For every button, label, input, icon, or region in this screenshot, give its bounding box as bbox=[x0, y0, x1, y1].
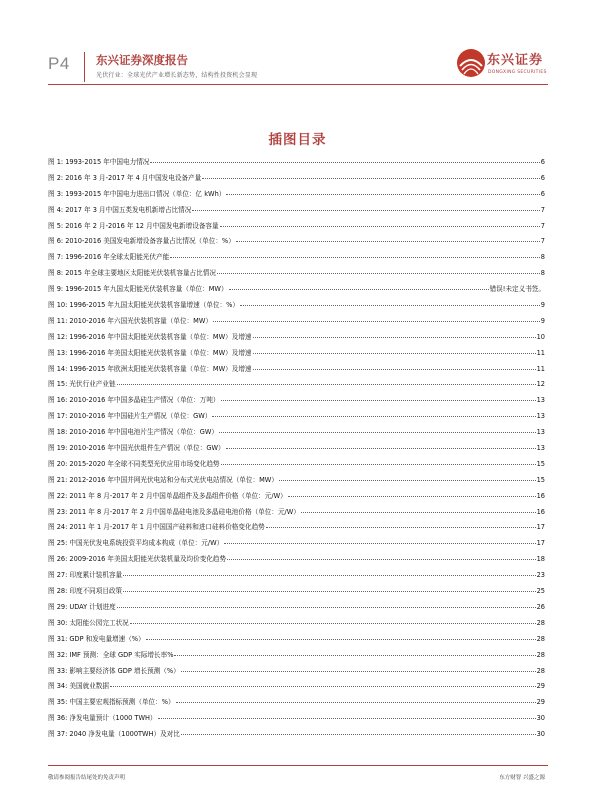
toc-item-page: 7 bbox=[540, 221, 545, 230]
toc-item-page: 15 bbox=[536, 475, 545, 484]
toc-item-leader bbox=[146, 639, 536, 640]
toc-item-leader bbox=[266, 527, 536, 528]
toc-item-leader bbox=[221, 464, 536, 465]
toc-item-leader bbox=[217, 273, 540, 274]
toc-item-leader bbox=[236, 241, 540, 242]
toc-item[interactable] bbox=[48, 490, 545, 506]
toc-item-page: 25 bbox=[536, 587, 545, 596]
toc-item-page: 16 bbox=[536, 507, 545, 516]
toc-item-leader bbox=[213, 321, 540, 322]
toc-item-page: 9 bbox=[540, 316, 545, 325]
toc-item-page: 26 bbox=[536, 602, 545, 611]
toc-item-label: 图 10: 1996-2015 年九国太阳能光伏装机容量增速（单位：%） bbox=[48, 301, 239, 310]
toc-item[interactable] bbox=[48, 728, 545, 744]
toc-item-label: 图 11: 2010-2016 年六国光伏装机容量（单位：MW） bbox=[48, 316, 212, 325]
toc-item-page: 18 bbox=[536, 555, 545, 564]
toc-item-page: 15 bbox=[536, 459, 545, 468]
toc-item-label: 图 16: 2010-2016 年中国多晶硅生产情况（单位：万吨） bbox=[48, 396, 220, 405]
toc-item-leader bbox=[176, 702, 536, 703]
toc-item-leader bbox=[279, 480, 536, 481]
toc-item-leader bbox=[181, 671, 536, 672]
toc-item[interactable] bbox=[48, 680, 545, 696]
figure-toc-list bbox=[48, 156, 545, 744]
toc-item-page: 17 bbox=[536, 539, 545, 548]
toc-item[interactable] bbox=[48, 267, 545, 283]
toc-item-page: 8 bbox=[540, 253, 545, 262]
toc-item-label: 图 14: 1996-2015 年欧洲太阳能光伏装机容量（单位：MW）及增速 bbox=[48, 364, 252, 373]
toc-item-label: 图 36: 净发电量预计（1000 TWH） bbox=[48, 714, 157, 723]
toc-item-page: 7 bbox=[540, 237, 545, 246]
toc-item-page: 16 bbox=[536, 491, 545, 500]
toc-item-page: 30 bbox=[536, 730, 545, 739]
toc-item-page: 29 bbox=[536, 682, 545, 691]
toc-item-page: 28 bbox=[536, 618, 545, 627]
toc-item-label: 图 33: 影响主要经济体 GDP 增长预测（%） bbox=[48, 666, 180, 675]
toc-item[interactable] bbox=[48, 410, 545, 426]
toc-item-label: 图 7: 1996-2016 年全球太阳能光伏产能 bbox=[48, 253, 170, 262]
toc-item-page: 10 bbox=[536, 332, 545, 341]
footer-rule bbox=[48, 765, 548, 766]
header-rule bbox=[48, 84, 548, 85]
toc-item-leader bbox=[226, 448, 536, 449]
toc-item[interactable] bbox=[48, 283, 545, 299]
toc-item-leader bbox=[227, 559, 535, 560]
toc-item-page: 6 bbox=[540, 158, 545, 166]
toc-item-leader bbox=[170, 257, 540, 258]
toc-item-label: 图 12: 1996-2016 年中国太阳能光伏装机容量（单位：MW）及增速 bbox=[48, 332, 252, 341]
toc-item-page: 23 bbox=[536, 571, 545, 580]
toc-item[interactable] bbox=[48, 585, 545, 601]
toc-item[interactable] bbox=[48, 458, 545, 474]
toc-item-page: 28 bbox=[536, 650, 545, 659]
toc-item-leader bbox=[226, 194, 539, 195]
toc-item-label: 图 17: 2010-2016 年中国硅片生产情况（单位：GW） bbox=[48, 412, 212, 421]
toc-item-label: 图 32: IMF 预测：全球 GDP 实际增长率% bbox=[48, 650, 174, 659]
toc-item[interactable] bbox=[48, 617, 545, 633]
report-title: 东兴证券深度报告 bbox=[96, 53, 188, 67]
toc-item-leader bbox=[117, 384, 536, 385]
toc-item-label: 图 2: 2016 年 3 月-2017 年 4 月中国发电设备产量 bbox=[48, 173, 202, 182]
toc-item[interactable] bbox=[48, 442, 545, 458]
toc-item[interactable] bbox=[48, 172, 545, 188]
toc-item-label: 图 6: 2010-2016 美国发电新增设备容量占比情况（单位：%） bbox=[48, 237, 235, 246]
toc-item-page: 13 bbox=[536, 444, 545, 453]
toc-item[interactable] bbox=[48, 426, 545, 442]
toc-item-page: 错误!未定义书签。 bbox=[489, 285, 545, 294]
toc-item-label: 图 4: 2017 年 3 月中国五类发电机新增占比情况 bbox=[48, 205, 192, 214]
toc-item[interactable] bbox=[48, 506, 545, 522]
toc-item[interactable] bbox=[48, 394, 545, 410]
toc-item[interactable] bbox=[48, 474, 545, 490]
toc-item[interactable] bbox=[48, 188, 545, 204]
footer-disclaimer: 敬请参阅报告结尾处的免责声明 bbox=[48, 775, 126, 781]
toc-item-leader bbox=[221, 400, 536, 401]
toc-item-leader bbox=[117, 607, 536, 608]
toc-title: 插图目录 bbox=[268, 132, 327, 148]
toc-item-page: 11 bbox=[536, 364, 545, 373]
toc-item[interactable] bbox=[48, 649, 545, 665]
toc-item-label: 图 18: 2010-2016 年中国电池片生产情况（单位：GW） bbox=[48, 428, 218, 437]
toc-item[interactable] bbox=[48, 235, 545, 251]
toc-item-leader bbox=[202, 178, 540, 179]
header-divider bbox=[84, 52, 85, 82]
toc-item[interactable] bbox=[48, 363, 545, 379]
toc-item[interactable] bbox=[48, 601, 545, 617]
toc-item[interactable] bbox=[48, 712, 545, 728]
logo-text-cn: 东兴证券 bbox=[487, 53, 544, 68]
toc-item-leader bbox=[110, 686, 536, 687]
toc-item-page: 12 bbox=[536, 380, 545, 389]
toc-item-label: 图 31: GDP 和发电量增速（%） bbox=[48, 634, 145, 643]
toc-item-label: 图 22: 2011 年 8 月-2017 年 2 月中国单晶组件及多晶组件价格（单位：元/W） bbox=[48, 491, 287, 500]
toc-item-leader bbox=[123, 575, 535, 576]
toc-item[interactable] bbox=[48, 251, 545, 267]
toc-item[interactable] bbox=[48, 315, 545, 331]
toc-item-label: 图 3: 1993-2015 年中国电力进出口情况（单位：亿 kWh） bbox=[48, 189, 226, 198]
toc-item-leader bbox=[212, 416, 535, 417]
toc-item-page: 13 bbox=[536, 412, 545, 421]
toc-item-page: 13 bbox=[536, 396, 545, 405]
toc-item[interactable] bbox=[48, 696, 545, 712]
toc-item-label: 图 37: 2040 净发电量（1000TWH）及对比 bbox=[48, 730, 180, 739]
toc-item[interactable] bbox=[48, 156, 545, 172]
toc-item[interactable] bbox=[48, 204, 545, 220]
toc-item-page: 30 bbox=[536, 714, 545, 723]
logo-text-en: DONGXING SECURITIES bbox=[488, 70, 547, 75]
toc-item-page: 29 bbox=[536, 698, 545, 707]
toc-item-leader bbox=[181, 734, 536, 735]
toc-item[interactable] bbox=[48, 299, 545, 315]
toc-item-label: 图 26: 2009-2016 年美国太阳能光伏装机量及均价变化趋势 bbox=[48, 555, 227, 564]
toc-item-leader bbox=[253, 369, 536, 370]
toc-item-leader bbox=[229, 289, 489, 290]
toc-item-leader bbox=[288, 496, 536, 497]
toc-item-label: 图 29: UDAY 计划进度 bbox=[48, 602, 116, 611]
toc-item-leader bbox=[220, 226, 540, 227]
toc-item-leader bbox=[174, 655, 535, 656]
toc-item-leader bbox=[123, 591, 535, 592]
toc-item-leader bbox=[253, 337, 536, 338]
toc-item-label: 图 1: 1993-2015 年中国电力情况 bbox=[48, 158, 150, 166]
toc-item-label: 图 19: 2010-2016 年中国光伏组件生产情况（单位：GW） bbox=[48, 444, 225, 453]
toc-item-leader bbox=[240, 305, 540, 306]
toc-item-page: 6 bbox=[540, 189, 545, 198]
toc-item-page: 8 bbox=[540, 269, 545, 278]
toc-item-page: 28 bbox=[536, 634, 545, 643]
toc-item-label: 图 34: 美国就业数据 bbox=[48, 682, 109, 691]
toc-item[interactable] bbox=[48, 347, 545, 363]
toc-item-leader bbox=[224, 543, 535, 544]
toc-item[interactable] bbox=[48, 665, 545, 681]
page-number: P4 bbox=[48, 54, 70, 73]
toc-item-label: 图 24: 2011 年 1 月-2017 年 1 月中国国产硅料和进口硅料价格变化趋势 bbox=[48, 523, 265, 532]
toc-item-leader bbox=[150, 162, 539, 163]
toc-item-label: 图 25: 中国光伏发电系统投资平均成本构成（单位：元/W） bbox=[48, 539, 224, 548]
toc-item-leader bbox=[253, 353, 536, 354]
toc-item-label: 图 30: 太阳能公园完工状况 bbox=[48, 618, 129, 627]
toc-item-label: 图 9: 1996-2015 年九国太阳能光伏装机容量（单位：MW） bbox=[48, 285, 228, 294]
toc-item-label: 图 28: 印度不同项目政策 bbox=[48, 587, 123, 596]
toc-item-leader bbox=[219, 432, 536, 433]
toc-item-label: 图 20: 2015-2020 年全球不同类型光伏应用市场变化趋势 bbox=[48, 459, 220, 468]
toc-item-leader bbox=[192, 210, 539, 211]
toc-item-label: 图 21: 2012-2016 年中国并网光伏电站和分布式光伏电站情况（单位：MW） bbox=[48, 475, 278, 484]
toc-item[interactable] bbox=[48, 331, 545, 347]
toc-item-leader bbox=[158, 718, 536, 719]
footer-slogan: 东方财智 兴盛之源 bbox=[499, 775, 545, 781]
toc-item-label: 图 23: 2011 年 8 月-2017 年 2 月中国单晶硅电池及多晶硅电池价格（单位：元/W） bbox=[48, 507, 300, 516]
toc-item-label: 图 15: 光伏行业产业链 bbox=[48, 380, 116, 389]
toc-item-page: 13 bbox=[536, 428, 545, 437]
toc-item-page: 7 bbox=[540, 205, 545, 214]
toc-item-page: 11 bbox=[536, 348, 545, 357]
toc-item[interactable] bbox=[48, 378, 545, 394]
toc-item-label: 图 35: 中国主要宏观指标预测（单位：%） bbox=[48, 698, 175, 707]
toc-item-page: 6 bbox=[540, 173, 545, 182]
toc-item[interactable] bbox=[48, 537, 545, 553]
toc-item-page: 28 bbox=[536, 666, 545, 675]
toc-item-label: 图 13: 1996-2016 年美国太阳能光伏装机容量（单位：MW）及增速 bbox=[48, 348, 252, 357]
toc-item-label: 图 5: 2016 年 2 月-2016 年 12 月中国发电新增设备容量 bbox=[48, 221, 219, 230]
toc-item-page: 17 bbox=[536, 523, 545, 532]
toc-item-leader bbox=[301, 512, 536, 513]
toc-item-label: 图 27: 印度累计装机容量 bbox=[48, 571, 123, 580]
toc-item-leader bbox=[130, 623, 536, 624]
toc-item[interactable] bbox=[48, 633, 545, 649]
toc-item-label: 图 8: 2015 年全球主要地区太阳能光伏装机容量占比情况 bbox=[48, 269, 216, 278]
toc-item[interactable] bbox=[48, 521, 545, 537]
toc-item-page: 9 bbox=[540, 301, 545, 310]
toc-item[interactable] bbox=[48, 569, 545, 585]
toc-item[interactable] bbox=[48, 220, 545, 236]
report-subtitle: 光伏行业：全球光伏产业增长新态势，结构性投资机会显现 bbox=[96, 72, 258, 79]
toc-item[interactable] bbox=[48, 553, 545, 569]
